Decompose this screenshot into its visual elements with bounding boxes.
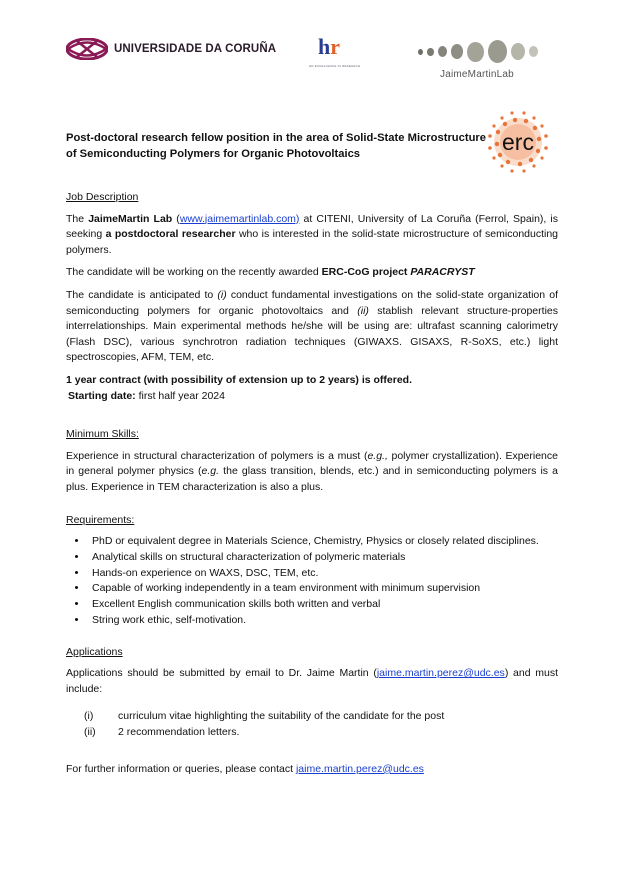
text: Experience in structural characterization of polymers is a must (: [66, 449, 368, 462]
lab-logo-name: JaimeMartinLab: [440, 69, 514, 80]
text: The: [66, 212, 89, 225]
erc-logo-text: erc: [502, 129, 534, 155]
job-description-heading: Job Description: [66, 191, 139, 203]
item-number: (i): [84, 709, 94, 722]
contract-text: 1 year contract (with possibility of extension up to 2 years) is offered.: [66, 373, 412, 386]
skills-paragraph: [66, 449, 558, 496]
start-date-label: Starting date:: [68, 389, 136, 402]
contact-email-link[interactable]: jaime.martin.perez@udc.es: [376, 667, 505, 680]
intro-paragraph: [66, 212, 558, 259]
role-name: a postdoctoral researcher: [105, 228, 236, 241]
requirements-heading: Requirements:: [66, 513, 135, 526]
jaimemartinlab-logo: [418, 40, 538, 80]
hr-logo-letters: hr: [317, 34, 340, 59]
project-paragraph: [66, 265, 558, 281]
list-item: • String work ethic, self-motivation.: [88, 613, 558, 629]
list-item: • Capable of working independently in a team environment with minimum supervision: [88, 581, 558, 597]
text: the glass transition, blends, etc.) and in semiconducting polymers is a plus. Experience in TEM characterization is also a plus.: [66, 465, 558, 493]
start-date-line: [68, 389, 558, 405]
text: stablish relevant structure-properties interrelationships. Main experimental methods he/she will be using are: ultrafast scanning calorimetry (Flash DSC), various synchrotron radiation techniques (GIWAXS. GISAXS, R-SoXS, etc.) light spectroscopies, AFM, TEM, etc.: [66, 304, 558, 364]
duties-paragraph: [66, 288, 558, 366]
roman-i: (i): [217, 288, 227, 301]
text: For further information or queries, please contact: [66, 762, 296, 775]
footer-email-link[interactable]: jaime.martin.perez@udc.es: [295, 762, 424, 775]
udc-emblem-icon: [66, 38, 108, 60]
header-logos: [0, 0, 624, 110]
lab-dots-icon: [418, 40, 538, 63]
minimum-skills-heading: Minimum Skills:: [66, 428, 139, 441]
item-number: (ii): [84, 725, 96, 738]
hr-excellence-logo: [309, 34, 361, 72]
text: at CITENI, University of La Coruña (Ferrol, Spain), is seeking: [66, 212, 558, 241]
lab-website-link[interactable]: www.jaimemartinlab.com): [179, 212, 300, 225]
lab-name: JaimeMartin Lab: [88, 212, 173, 225]
text: (: [172, 212, 180, 225]
hr-logo-caption: HR EXCELLENCE IN RESEARCH: [309, 64, 361, 68]
text: polymer crystallization). Experience in general polymer physics (: [66, 449, 558, 478]
contract-line: [66, 373, 558, 389]
project-name: PARACRYST: [410, 266, 475, 279]
project-label: ERC-CoG project: [321, 266, 411, 279]
text: conduct fundamental investigations on the solid-state organization of semiconducting polymers for organic photovoltaics and: [66, 288, 558, 317]
applications-paragraph: [66, 666, 558, 697]
list-item: [66, 708, 558, 724]
university-name: UNIVERSIDADE DA CORUÑA: [114, 43, 277, 55]
list-item: • PhD or equivalent degree in Materials Science, Chemistry, Physics or closely related disciplines.: [88, 534, 558, 550]
eg-italic: e.g.: [201, 465, 220, 478]
roman-ii: (ii): [357, 304, 369, 317]
main-content: [66, 190, 558, 784]
eg-italic: e.g.,: [367, 449, 388, 462]
list-item: [66, 724, 558, 740]
text: The candidate is anticipated to: [66, 288, 218, 301]
footer-contact: [66, 762, 558, 778]
item-text: curriculum vitae highlighting the suitability of the candidate for the post: [118, 709, 445, 722]
erc-logo: [482, 106, 554, 178]
list-item: • Analytical skills on structural characterization of polymeric materials: [88, 550, 558, 566]
text: The candidate will be working on the recently awarded: [66, 266, 322, 279]
start-date-value: first half year 2024: [135, 389, 225, 402]
list-item: • Excellent English communication skills both written and verbal: [88, 597, 558, 613]
text: ) and must include:: [66, 667, 558, 696]
item-text: 2 recommendation letters.: [118, 725, 240, 738]
udc-logo: [66, 38, 276, 60]
text: Applications should be submitted by email to Dr. Jaime Martin (: [66, 667, 377, 680]
text: who is interested in the solid-state microstructure of semiconducting polymers.: [66, 228, 559, 256]
requirements-list: [66, 534, 558, 629]
page-title: Post-doctoral research fellow position in the area of Solid-State Microstructure of Semiconducting Polymers for Organic Photovoltaics: [66, 132, 486, 160]
applications-heading: Applications: [66, 645, 123, 658]
list-item: • Hands-on experience on WAXS, DSC, TEM, etc.: [88, 566, 558, 582]
